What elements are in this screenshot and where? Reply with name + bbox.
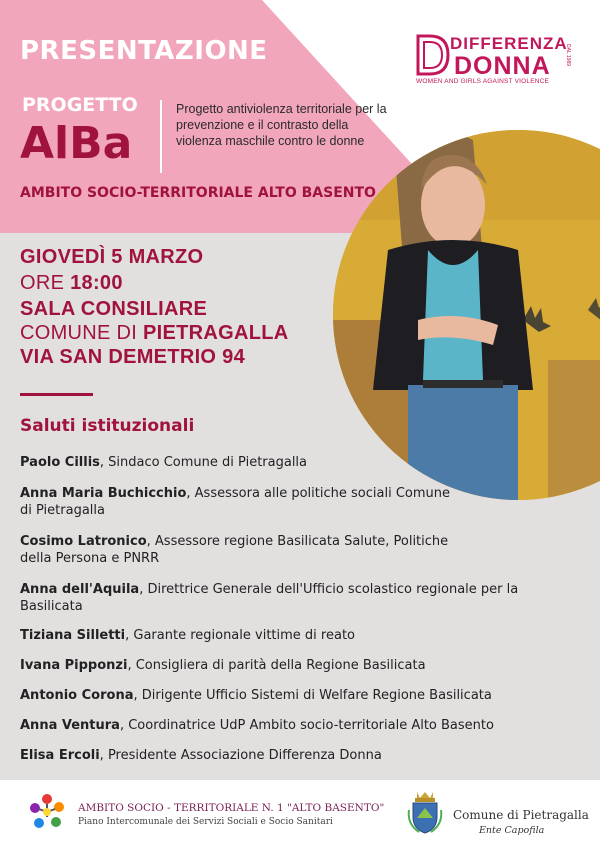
section-divider bbox=[20, 393, 93, 396]
speaker-role: Assessore regione Basilicata Salute, Politiche della Persona e PNRR bbox=[20, 534, 449, 566]
speaker-name: Cosimo Latronico bbox=[20, 534, 147, 549]
dd-monogram-icon bbox=[414, 32, 454, 78]
ambito-footer-title: AMBITO SOCIO - TERRITORIALE N. 1 "ALTO BASENTO" bbox=[78, 802, 385, 814]
speaker-role: Presidente Associazione Differenza Donna bbox=[107, 748, 382, 763]
speaker-name: Antonio Corona bbox=[20, 688, 134, 703]
event-comune-label: COMUNE DI bbox=[20, 322, 143, 344]
logo-tagline: WOMEN AND GIRLS AGAINST VIOLENCE bbox=[416, 78, 550, 85]
ambito-subtitle: AMBITO SOCIO-TERRITORIALE ALTO BASENTO bbox=[20, 185, 376, 201]
speaker-role: Assessora alle politiche sociali Comune di Pietragalla bbox=[20, 486, 450, 518]
speaker-name: Elisa Ercoli bbox=[20, 748, 100, 763]
logo-word-2: DONNA bbox=[454, 52, 551, 80]
project-name: AlBa bbox=[20, 118, 133, 169]
speaker-role: Coordinatrice UdP Ambito socio-territoriale Alto Basento bbox=[128, 718, 494, 733]
project-label: PROGETTO bbox=[22, 94, 138, 116]
event-address: VIA SAN DEMETRIO 94 bbox=[20, 346, 245, 368]
speaker-role: Garante regionale vittime di reato bbox=[133, 628, 355, 643]
ambito-footer-subtitle: Piano Intercomunale dei Servizi Sociali e Socio Sanitari bbox=[78, 817, 333, 827]
project-description: Progetto antiviolenza territoriale per la prevenzione e il contrasto della violenza maschile contro le donne bbox=[176, 102, 387, 148]
speaker-item: Anna dell'Aquila, Direttrice Generale dell'Ufficio scolastico regionale per la Basilicata bbox=[20, 582, 519, 614]
speaker-role: Direttrice Generale dell'Ufficio scolastico regionale per la Basilicata bbox=[20, 582, 519, 614]
event-comune bbox=[20, 322, 289, 345]
saluti-heading: Saluti istituzionali bbox=[20, 416, 195, 436]
event-time bbox=[20, 272, 123, 295]
speaker-item: Cosimo Latronico, Assessore regione Basilicata Salute, Politiche della Persona e PNRR bbox=[20, 534, 449, 566]
event-time-value: 18:00 bbox=[70, 272, 123, 294]
speaker-item: Anna Ventura, Coordinatrice UdP Ambito socio-territoriale Alto Basento bbox=[20, 718, 494, 733]
divider bbox=[160, 100, 162, 173]
speaker-name: Anna dell'Aquila bbox=[20, 582, 140, 597]
speaker-role: Dirigente Ufficio Sistemi di Welfare Regione Basilicata bbox=[141, 688, 492, 703]
speaker-name: Anna Maria Buchicchio bbox=[20, 486, 187, 501]
speaker-role: Consigliera di parità della Regione Basilicata bbox=[135, 658, 426, 673]
speaker-name: Ivana Pipponzi bbox=[20, 658, 128, 673]
page-title: PRESENTAZIONE bbox=[20, 36, 268, 66]
comune-footer-title: Comune di Pietragalla bbox=[453, 808, 589, 822]
event-venue: SALA CONSILIARE bbox=[20, 298, 208, 320]
speaker-item: Elisa Ercoli, Presidente Associazione Differenza Donna bbox=[20, 748, 382, 763]
speaker-item: Paolo Cillis, Sindaco Comune di Pietragalla bbox=[20, 455, 308, 470]
differenza-donna-logo bbox=[414, 30, 574, 86]
speaker-role: Sindaco Comune di Pietragalla bbox=[108, 455, 308, 470]
pietragalla-crest-icon bbox=[407, 790, 443, 836]
speaker-item: Ivana Pipponzi, Consigliera di parità della Regione Basilicata bbox=[20, 658, 426, 673]
logo-side-text: DAL 1989 bbox=[565, 44, 571, 67]
logo-word-1: DIFFERENZA bbox=[450, 34, 568, 53]
comune-footer-subtitle: Ente Capofila bbox=[479, 825, 545, 836]
speaker-item: Antonio Corona, Dirigente Ufficio Sistemi di Welfare Regione Basilicata bbox=[20, 688, 492, 703]
speaker-name: Anna Ventura bbox=[20, 718, 120, 733]
speaker-name: Tiziana Silletti bbox=[20, 628, 126, 643]
event-date: GIOVEDÌ 5 MARZO bbox=[20, 246, 204, 268]
event-time-label: ORE bbox=[20, 272, 71, 294]
speaker-item: Anna Maria Buchicchio, Assessora alle politiche sociali Comune di Pietragalla bbox=[20, 486, 450, 518]
speaker-name: Paolo Cillis bbox=[20, 455, 100, 470]
event-comune-name: PIETRAGALLA bbox=[143, 322, 289, 344]
ambito-logo-icon bbox=[22, 787, 72, 837]
speaker-item: Tiziana Silletti, Garante regionale vittime di reato bbox=[20, 628, 355, 643]
